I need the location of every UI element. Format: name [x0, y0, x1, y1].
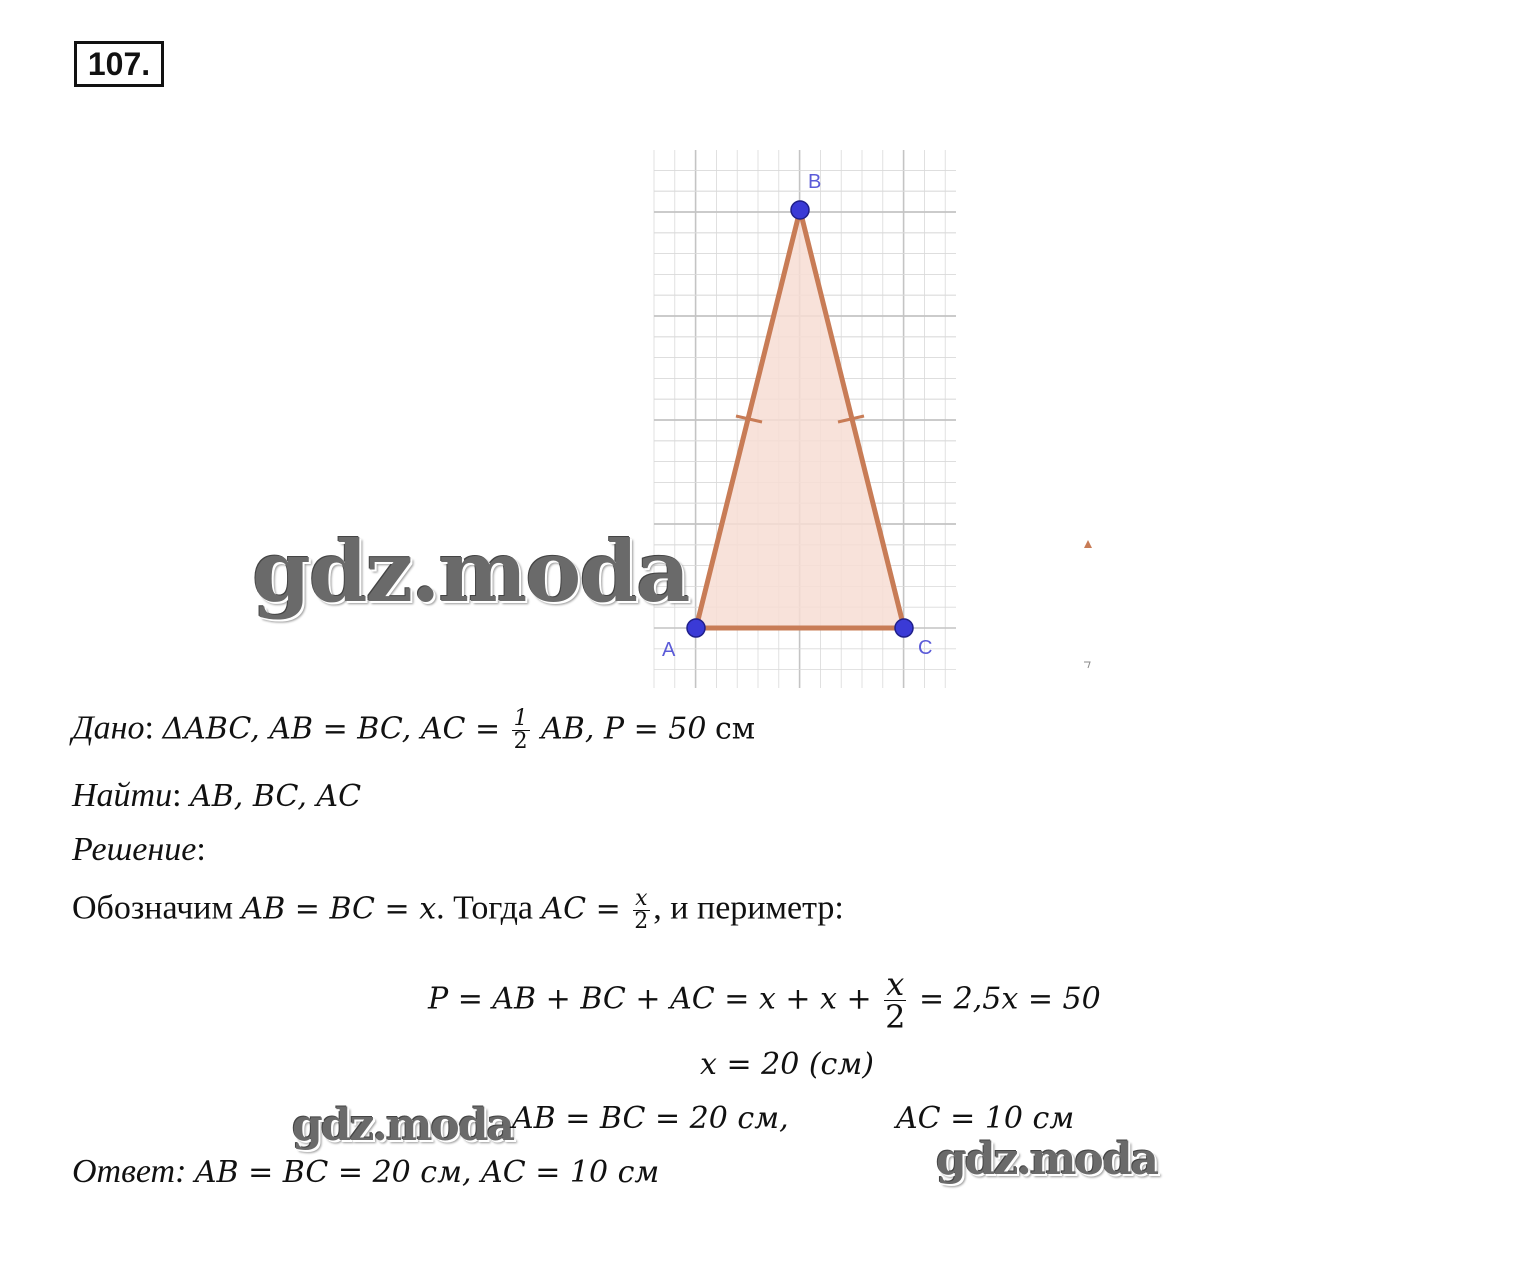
stray-mark-top	[1084, 540, 1092, 548]
answer-label: Ответ:	[72, 1153, 187, 1190]
label-b: B	[808, 171, 822, 193]
equation-result	[512, 1098, 789, 1139]
equation-result-base-line	[896, 1098, 1074, 1139]
given-line: Дано: ΔABC, AB = BC, AC = $\frac{1}{2}$ AB, P = 50 см	[72, 706, 756, 754]
stray-mark-bottom	[1084, 662, 1090, 668]
label-a: A	[662, 639, 676, 661]
solution-fraction-1: $\frac{x}{2}$	[634, 886, 649, 934]
equation-perimeter-right: = 2,5x = 50	[919, 981, 1101, 1017]
find-label: Найти	[72, 777, 173, 814]
problem-number: 107.	[74, 41, 164, 87]
answer-expr: AB = BC = 20 см, AC = 10 см	[194, 1155, 660, 1190]
equation-perimeter	[428, 965, 1101, 1036]
given-fraction: $\frac{1}{2}$	[513, 706, 528, 754]
watermark-large: gdz.moda	[252, 522, 689, 621]
equation-result-base: AC = 10 см	[896, 1101, 1075, 1136]
solution-text-1: Обозначим	[72, 889, 234, 927]
find-expr: AB, BC, AC	[190, 779, 362, 814]
vertex-a	[687, 619, 705, 637]
solution-expr-2: AC =	[541, 891, 621, 927]
solution-line-1	[72, 888, 844, 933]
given-unit: см	[714, 711, 756, 747]
find-line: Найти: AB, BC, AC	[72, 777, 362, 814]
solution-text-3: , и периметр:	[653, 889, 844, 927]
equation-perimeter-fraction: $\frac{x}{2}$	[885, 965, 906, 1036]
solution-expr-1: AB = BC = x	[241, 891, 437, 927]
given-expr-1: ΔABC, AB = BC, AC =	[162, 711, 501, 747]
label-c: C	[918, 637, 933, 659]
vertex-b	[791, 201, 809, 219]
equation-x	[700, 1044, 874, 1085]
equation-perimeter-left: P = AB + BC + AC = x + x +	[428, 981, 872, 1017]
equation-result-sides: AB = BC = 20 см,	[512, 1101, 789, 1136]
triangle-abc	[696, 210, 904, 628]
vertex-c	[895, 619, 913, 637]
watermark-middle: gdz.moda	[292, 1100, 514, 1151]
given-label: Дано	[72, 709, 145, 747]
solution-label-line: Решение:	[72, 831, 206, 868]
solution-text-2: . Тогда	[436, 889, 533, 927]
given-expr-2: AB, P = 50	[541, 711, 707, 747]
solution-label: Решение	[72, 831, 197, 868]
watermark-right: gdz.moda	[936, 1134, 1158, 1185]
answer-line	[72, 1152, 659, 1193]
triangle-figure	[640, 140, 1100, 700]
equation-x-expr: x = 20 (см)	[700, 1047, 874, 1082]
